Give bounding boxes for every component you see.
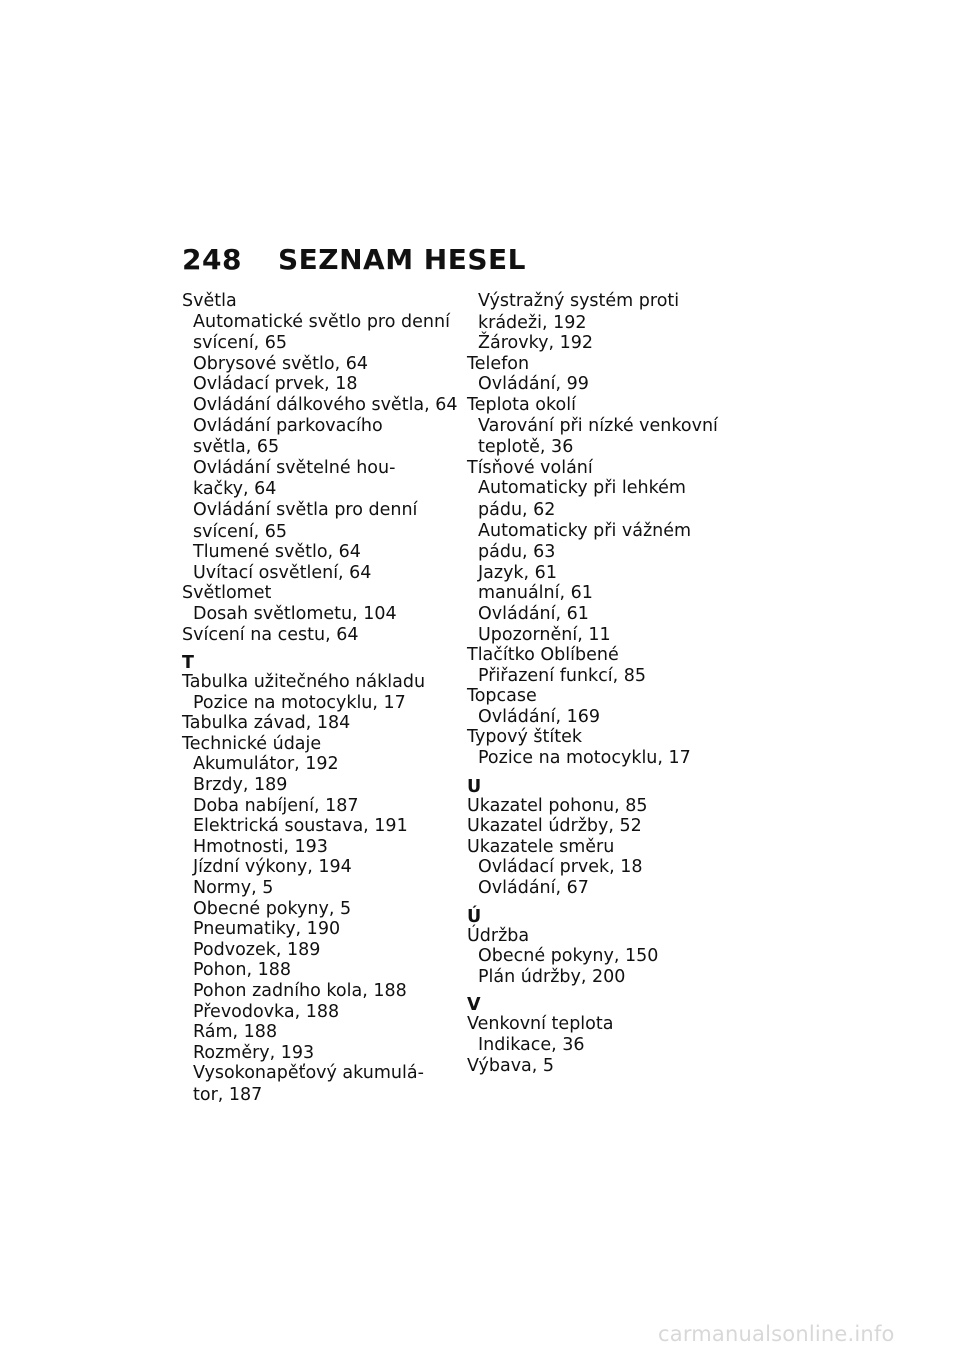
index-entry: Typový štítek	[467, 727, 583, 748]
index-subentry: Rám, 188	[193, 1022, 278, 1043]
index-subentry: Ovládání, 67	[478, 878, 589, 899]
index-subentry: Elektrická soustava, 191	[193, 816, 408, 837]
index-subentry-continuation: pádu, 63	[478, 542, 556, 563]
index-subentry: Žárovky, 192	[478, 333, 593, 354]
index-entry: Tlačítko Oblíbené	[467, 645, 619, 666]
index-subentry: Plán údržby, 200	[478, 966, 626, 987]
index-subentry: Uvítací osvětlení, 64	[193, 562, 372, 583]
index-subentry: Dosah světlometu, 104	[193, 603, 397, 624]
index-subentry: Převodovka, 188	[193, 1001, 340, 1022]
index-entry: Teplota okolí	[467, 394, 576, 415]
page-header	[182, 243, 526, 276]
index-subentry: Automatické světlo pro denní	[193, 311, 450, 332]
index-subentry-continuation: svícení, 65	[193, 521, 288, 542]
index-subentry: Vysokonapěťový akumulá-	[193, 1063, 424, 1084]
index-subentry-continuation: krádeži, 192	[478, 312, 587, 333]
index-subentry: Rozměry, 193	[193, 1042, 315, 1063]
index-entry: Výbava, 5	[467, 1055, 555, 1076]
index-subentry: Pohon, 188	[193, 960, 292, 981]
index-subentry: Obecné pokyny, 5	[193, 898, 352, 919]
watermark: carmanualsonline.info	[658, 1322, 895, 1346]
index-subentry: Indikace, 36	[478, 1035, 585, 1055]
index-subentry: Brzdy, 189	[193, 775, 288, 796]
index-entry: Ukazatele směru	[467, 836, 615, 857]
index-subentry: Ovládací prvek, 18	[478, 857, 643, 878]
index-subentry-continuation: tor, 187	[193, 1084, 263, 1105]
index-letter-heading: T	[182, 653, 194, 674]
index-entry: Tísňové volání	[467, 457, 593, 478]
index-subentry: Přiřazení funkcí, 85	[478, 665, 647, 686]
index-subentry: Jazyk, 61	[478, 562, 557, 583]
index-subentry-continuation: kačky, 64	[193, 479, 277, 500]
index-subentry: manuální, 61	[478, 583, 593, 604]
index-entry: Světlomet	[182, 583, 272, 604]
index-entry: Topcase	[467, 686, 537, 707]
index-subentry: Ovládání, 99	[478, 374, 589, 395]
index-subentry: Ovládání dálkového světla, 64	[193, 394, 458, 415]
index-subentry: Upozornění, 11	[478, 624, 611, 645]
index-subentry: Pozice na motocyklu, 17	[193, 692, 406, 713]
index-subentry: Automaticky při lehkém	[478, 478, 686, 499]
index-subentry: Pozice na motocyklu, 17	[478, 748, 691, 769]
page-title: SEZNAM HESEL	[278, 243, 527, 276]
index-entry: Telefon	[467, 353, 530, 374]
index-subentry: Tlumené světlo, 64	[193, 542, 361, 563]
index-entry: Ukazatel pohonu, 85	[467, 795, 648, 816]
index-subentry: Ovládání světla pro denní	[193, 499, 418, 520]
index-subentry: Obrysové světlo, 64	[193, 353, 369, 374]
index-subentry: Pohon zadního kola, 188	[193, 981, 407, 1001]
index-subentry: Obecné pokyny, 150	[478, 946, 659, 967]
index-subentry: Jízdní výkony, 194	[193, 857, 352, 878]
index-subentry-continuation: svícení, 65	[193, 333, 288, 354]
index-entry: Světla	[182, 291, 237, 311]
index-entry: Technické údaje	[182, 733, 322, 754]
index-letter-heading: V	[467, 995, 481, 1016]
index-entry: Tabulka užitečného nákladu	[182, 672, 426, 693]
index-subentry: Automaticky při vážném	[478, 520, 692, 541]
page-number: 248	[182, 243, 242, 276]
index-subentry: Ovládání, 61	[478, 603, 589, 624]
index-subentry: Varování při nízké venkovní	[478, 415, 718, 436]
index-entry: Tabulka závad, 184	[182, 713, 351, 734]
index-column-right	[467, 291, 747, 1076]
index-column-left	[182, 291, 462, 1106]
index-letter-heading: Ú	[467, 906, 482, 927]
index-subentry: Výstražný systém proti	[478, 291, 680, 311]
index-subentry: Ovládací prvek, 18	[193, 374, 358, 395]
index-subentry: Ovládání světelné hou-	[193, 457, 396, 478]
index-subentry: Akumulátor, 192	[193, 754, 339, 775]
index-subentry: Hmotnosti, 193	[193, 836, 328, 857]
index-entry: Ukazatel údržby, 52	[467, 816, 642, 837]
index-letter-heading: U	[467, 776, 482, 797]
index-subentry: Ovládání parkovacího	[193, 415, 383, 436]
index-subentry: Doba nabíjení, 187	[193, 795, 359, 816]
index-subentry-continuation: pádu, 62	[478, 499, 556, 520]
index-entry: Svícení na cestu, 64	[182, 624, 359, 645]
index-entry: Údržba	[467, 925, 530, 946]
index-entry: Venkovní teplota	[467, 1014, 614, 1035]
index-subentry: Podvozek, 189	[193, 939, 321, 960]
index-subentry: Ovládání, 169	[478, 706, 601, 727]
index-subentry-continuation: teplotě, 36	[478, 437, 574, 458]
index-subentry: Normy, 5	[193, 878, 274, 899]
index-subentry-continuation: světla, 65	[193, 437, 280, 458]
index-subentry: Pneumatiky, 190	[193, 919, 341, 940]
